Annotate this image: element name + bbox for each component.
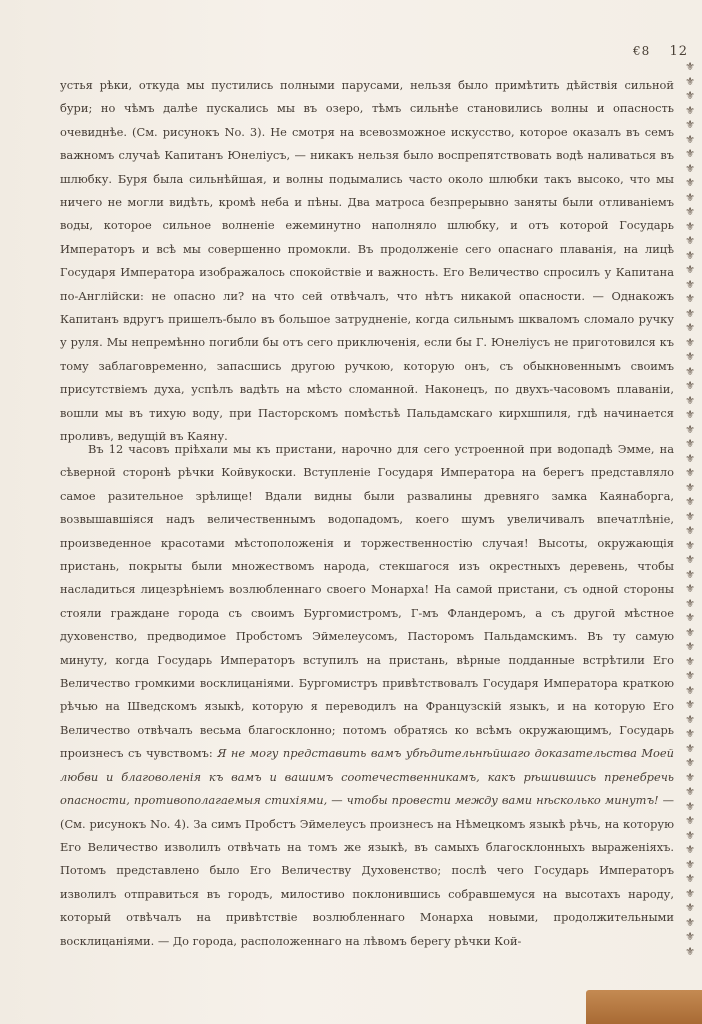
- fleur-icon: ⚜: [685, 698, 695, 711]
- paragraph-1-text: устья рѣки, откуда мы пустились полными парусами, нельзя было примѣтить дѣйствія сильной бури; но чѣмъ далѣе пускались мы въ озеро, тѣмъ сильнѣе становились волны и опасность очевиднѣе. (См. рисунокъ No. 3). Не смотря на всевозможное искусство, которое оказалъ въ семъ важномъ случаѣ Капитанъ Юнеліусъ, — никакъ нельзя было воспрепятствовать водѣ наливаться въ шлюбку. Буря была сильнѣйшая, и волны подымались часто около шлюбки такъ высоко, что мы ничего не могли видѣть, кромѣ неба и пѣны. Два матроса безпрерывно заняты были отливаніемъ воды, которое сильное волненіе ежеминутно наполняло шлюбку, и отъ которой Государь Императоръ и всѣ мы совершенно промокли. Въ продолженіе сего опаснаго плаванія, на лицѣ Государя Императора изображалось спокойствіе и важность. Его Величество спросилъ у Капитана по-Англійски: не опасно ли? на что сей отвѣчалъ, что нѣтъ никакой опасности. — Однакожъ Капитанъ вдругъ пришелъ-было въ большое затрудненіе, когда сильнымъ шкваломъ сломало ручку у руля. Мы непремѣнно погибли бы отъ сего приключенія, если бы Г. Юнеліусъ не приготовился къ тому заблаговременно, запасшись другою ручкою, которую онъ, съ обыкновеннымъ своимъ присутствіемъ духа, успѣлъ вадѣть на мѣсто сломанной. Наконецъ, по двухъ-часовомъ плаваніи, вошли мы въ тихую воду, при Пасторскомъ помѣстьѣ Пальдамскаго кирхшпиля, гдѣ начинается проливъ, ведущій въ Каяну.: [60, 78, 674, 444]
- paragraph-2-part2: — (См. рисунокъ No. 4). За симъ Пробстъ Эймелеусъ произнесъ на Нѣмецкомъ языкѣ рѣчь, на которую Его Величество изволилъ отвѣчать на томъ же языкѣ, въ самыхъ благосклонныхъ выраженіяхъ. Потомъ представлено было Его Величеству Духовенство; послѣ чего Государь Императоръ изволилъ отправиться въ городъ, милостиво поклонившись собравшемуся на высотахъ народу, который отвѣчалъ на привѣтствіе возлюбленнаго Монарха новыми, продолжительными восклицаніями. — До города, расположеннаго на лѣвомъ берегу рѣчки Кой-: [60, 793, 675, 948]
- fleur-icon: ⚜: [685, 60, 695, 73]
- fleur-icon: ⚜: [685, 495, 695, 508]
- fleur-icon: ⚜: [685, 321, 695, 334]
- fleur-icon: ⚜: [685, 379, 695, 392]
- page-corner-decoration: [586, 990, 702, 1024]
- paragraph-2: [60, 438, 674, 953]
- fleur-icon: ⚜: [685, 393, 695, 407]
- paragraph-2-part1: Въ 12 часовъ пріѣхали мы къ пристани, нарочно для сего устроенной при водопадѣ Эмме, на сѣверной сторонѣ рѣчки Койвукоски. Вступленіе Государя Императора на берегъ представляло самое разительное зрѣлище! Вдали видны были развалины древняго замка Каянаборга, возвышавшіяся надъ величественнымъ водопадомъ, коего шумъ увеличивалъ впечатлѣніе, произведенное красотами мѣстоположенія и торжественностію случая! Высоты, окружающія пристань, покрыты были множествомъ народа, стекшагося изъ окрестныхъ деревень, чтобы насладиться лицезрѣніемъ возлюбленнаго своего Монарха! На самой пристани, съ одной стороны стояли граждане города съ своимъ Бургомистромъ, Г-мъ Фландеромъ, а съ другой мѣстное духовенство, предводимое Пробстомъ Эймелеусомъ, Пасторомъ Пальдамскимъ. Въ ту самую минуту, когда Государь Императоръ вступилъ на пристань, вѣрные подданные встрѣтили Его Величество громкими восклицаніями. Бургомистръ привѣтствовалъ Государя Императора краткою рѣчью на Шведскомъ языкѣ, которую я переводилъ на Французскій языкъ, и на которую Его Величество отвѣчалъ весьма благосклонно; потомъ обратясь ко всѣмъ окружающимъ, Государь произнесъ съ чувствомъ:: [60, 442, 674, 761]
- fleur-icon: ⚜: [685, 872, 695, 885]
- fleur-icon: ⚜: [685, 843, 695, 856]
- fleur-icon: ⚜: [685, 538, 695, 552]
- fleur-icon: ⚜: [685, 234, 695, 247]
- fleur-icon: ⚜: [685, 103, 695, 117]
- fleur-icon: ⚜: [685, 422, 695, 436]
- fleur-icon: ⚜: [685, 828, 695, 842]
- fleur-icon: ⚜: [685, 277, 695, 291]
- fleur-icon: ⚜: [685, 205, 695, 218]
- fleur-icon: ⚜: [685, 640, 695, 653]
- fleur-icon: ⚜: [685, 147, 695, 160]
- fleur-icon: ⚜: [685, 219, 695, 233]
- fleur-icon: ⚜: [685, 74, 695, 88]
- fleur-icon: ⚜: [685, 466, 695, 479]
- fleur-icon: ⚜: [685, 89, 695, 102]
- fleur-icon: ⚜: [685, 292, 695, 305]
- fleur-icon: ⚜: [685, 524, 695, 537]
- fleur-icon: ⚜: [685, 306, 695, 320]
- fleur-icon: ⚜: [685, 654, 695, 668]
- fleur-icon: ⚜: [685, 799, 695, 813]
- ornamental-border: [684, 60, 696, 960]
- fleur-icon: ⚜: [685, 509, 695, 523]
- fleur-icon: ⚜: [685, 596, 695, 610]
- paragraph-2-text: [60, 438, 674, 953]
- header-mark: €8: [633, 44, 651, 58]
- fleur-icon: ⚜: [685, 727, 695, 740]
- fleur-icon: ⚜: [685, 437, 695, 450]
- fleur-icon: ⚜: [685, 770, 695, 784]
- fleur-icon: ⚜: [685, 886, 695, 900]
- fleur-icon: ⚜: [685, 364, 695, 378]
- fleur-icon: ⚜: [685, 915, 695, 929]
- fleur-icon: ⚜: [685, 553, 695, 566]
- fleur-icon: ⚜: [685, 669, 695, 682]
- paragraph-2-quote: Я не могу представить вамъ убѣдительнѣйшаго доказательства Моей любви и благоволенія къ вамъ и вашимъ соотечественникамъ, какъ рѣшившись пренебречь опасности, противополагаемыя стихіями, — чтобы провести между вами нѣсколько минутъ!: [60, 746, 674, 808]
- fleur-icon: ⚜: [685, 930, 695, 943]
- fleur-icon: ⚜: [685, 118, 695, 131]
- fleur-icon: ⚜: [685, 480, 695, 494]
- fleur-icon: ⚜: [685, 857, 695, 871]
- fleur-icon: ⚜: [685, 756, 695, 769]
- fleur-icon: ⚜: [685, 451, 695, 465]
- fleur-icon: ⚜: [685, 901, 695, 914]
- fleur-icon: ⚜: [685, 567, 695, 581]
- fleur-icon: ⚜: [685, 611, 695, 624]
- fleur-icon: ⚜: [685, 625, 695, 639]
- page-header: [633, 44, 688, 59]
- fleur-icon: ⚜: [685, 712, 695, 726]
- fleur-icon: ⚜: [685, 350, 695, 363]
- fleur-icon: ⚜: [685, 176, 695, 189]
- fleur-icon: ⚜: [685, 335, 695, 349]
- fleur-icon: ⚜: [685, 161, 695, 175]
- fleur-icon: ⚜: [685, 582, 695, 595]
- fleur-icon: ⚜: [685, 944, 695, 958]
- page-number: 12: [669, 44, 688, 59]
- fleur-icon: ⚜: [685, 785, 695, 798]
- fleur-icon: ⚜: [685, 248, 695, 262]
- fleur-icon: ⚜: [685, 132, 695, 146]
- fleur-icon: ⚜: [685, 408, 695, 421]
- fleur-icon: ⚜: [685, 741, 695, 755]
- fleur-icon: ⚜: [685, 814, 695, 827]
- fleur-icon: ⚜: [685, 190, 695, 204]
- fleur-icon: ⚜: [685, 263, 695, 276]
- paragraph-1: [60, 74, 674, 449]
- fleur-icon: ⚜: [685, 683, 695, 697]
